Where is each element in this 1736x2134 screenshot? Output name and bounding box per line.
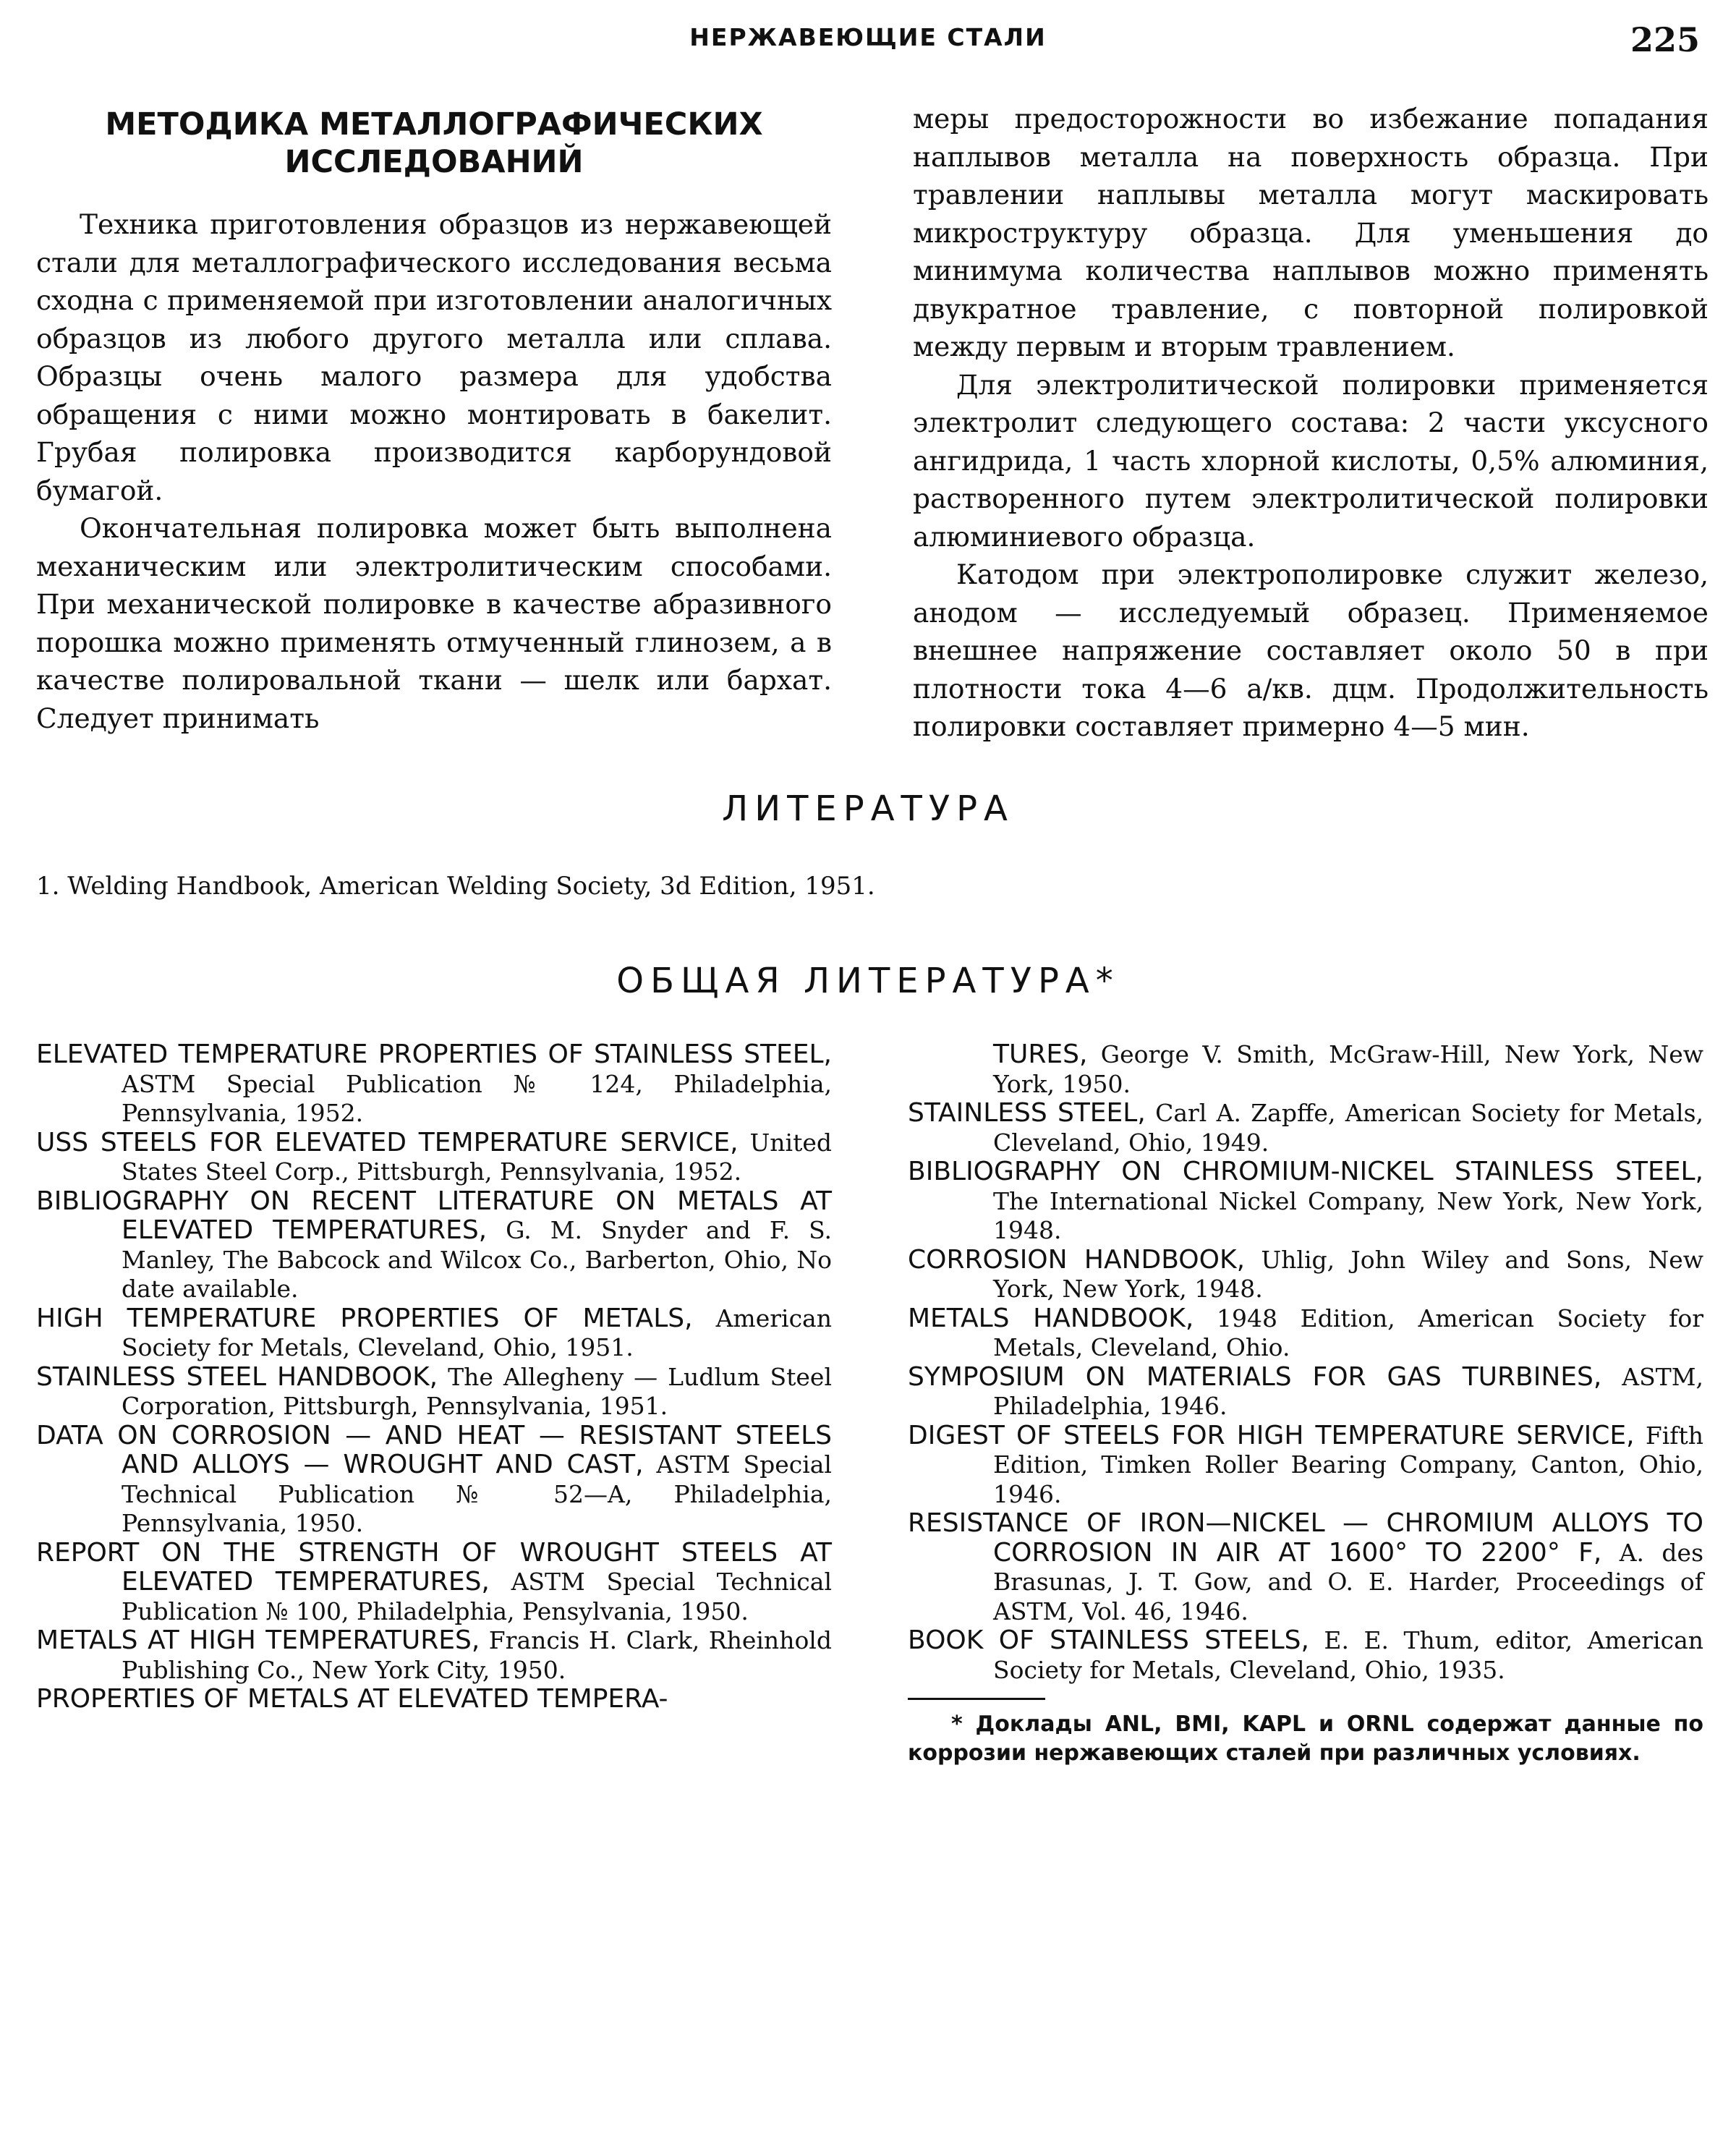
entry-details: E. E. Thum, editor, American Society for Metals, Cleveland, Ohio, 1935. [993,1626,1703,1684]
general-literature-heading: ОБЩАЯ ЛИТЕРАТУРА* [616,961,1120,1001]
entry-title: METALS HANDBOOK, [908,1303,1194,1333]
entry-title: BOOK OF STAINLESS STEELS, [908,1625,1309,1655]
entry-title: STAINLESS STEEL HANDBOOK, [36,1361,438,1392]
bibliography-entry [908,1157,1703,1246]
bibliography-entry [908,1363,1703,1421]
entry-title: METALS AT HIGH TEMPERATURES, [36,1625,480,1655]
entry-details: American Society for Metals, Cleveland, Ohio, 1951. [122,1304,832,1361]
entry-title: USS STEELS FOR ELEVATED TEMPERATURE SERVICE, [36,1127,739,1157]
bibliography-entry [36,1421,832,1539]
running-title: НЕРЖАВЕЮЩИЕ СТАЛИ [689,23,1047,51]
entry-title: PROPERTIES OF METALS AT ELEVATED TEMPERA- [36,1684,668,1714]
bibliography-entry [908,1421,1703,1510]
bibliography-entry [36,1626,832,1685]
entry-title: ELEVATED TEMPERATURE PROPERTIES OF STAINLESS STEEL, [36,1040,832,1069]
bibliography-entry [36,1128,832,1187]
section-title-line: ИССЛЕДОВАНИЙ [284,144,584,180]
reference-item: 1. Welding Handbook, American Welding Society, 3d Edition, 1951. [36,872,875,901]
bibliography-entry [908,1099,1703,1157]
entry-title: SYMPOSIUM ON MATERIALS FOR GAS TURBINES, [908,1361,1602,1392]
right-text-column [913,100,1709,746]
entry-title: REPORT ON THE STRENGTH OF WROUGHT STEELS AT ELEVATED TEMPERATURES, [36,1537,832,1597]
entry-details: ASTM Special Publication № 124, Philadelphia, Pennsylvania, 1952. [122,1069,832,1127]
entry-details: ASTM Special Technical Publication № 100, Philadelphia, Pensylvania, 1950. [122,1568,833,1625]
bibliography-entry [908,1509,1703,1626]
entry-details: 1948 Edition, American Society for Metals, Cleveland, Ohio. [993,1304,1703,1361]
bibliography-entry [36,1040,832,1128]
page-number: 225 [1630,20,1700,59]
entry-details: Fifth Edition, Timken Roller Bearing Company, Canton, Ohio, 1946. [993,1421,1703,1508]
entry-title: BIBLIOGRAPHY ON CHROMIUM-NICKEL STAINLESS STEEL, [908,1157,1703,1186]
left-text-column [36,101,832,737]
bibliography-right-column [908,1040,1703,1768]
footnote-divider [908,1698,1045,1700]
paragraph: Окончательная полировка может быть выполнена механическим или электролитическим способами. При механической полировке в качестве абразивного порошка можно применять отмученный глинозем, а в качестве полировальной ткани — шелк или бархат. Следует принимать [36,512,832,734]
bibliography-entry [36,1187,832,1304]
entry-title: RESISTANCE OF IRON—NICKEL — CHROMIUM ALLOYS TO CORROSION IN AIR AT 1600° TO 2200° F, [908,1508,1703,1568]
paragraph: Для электролитической полировки применяется электролит следующего состава: 2 части уксусного ангидрида, 1 часть хлорной кислоты, 0,5% алюминия, растворенного путем электролитической полировки алюминиевого образца. [913,368,1709,553]
bibliography-entry [36,1304,832,1363]
paragraph: Техника приготовления образцов из нержавеющей стали для металлографического исследования весьма сходна с применяемой при изготовлении аналогичных образцов из любого другого металла или сплава. Образцы очень малого размера для удобства обращения с ними можно монтировать в бакелит. Грубая полировка производится карборундовой бумагой. [36,208,832,506]
entry-details: Uhlig, John Wiley and Sons, New York, New York, 1948. [993,1245,1703,1303]
entry-details: Francis H. Clark, Rheinhold Publishing Co., New York City, 1950. [122,1626,832,1684]
bibliography-entry [36,1539,832,1627]
entry-title: DATA ON CORROSION — AND HEAT — RESISTANT STEELS AND ALLOYS — WROUGHT AND CAST, [36,1420,832,1479]
entry-title: BIBLIOGRAPHY ON RECENT LITERATURE ON METALS AT ELEVATED TEMPERATURES, [36,1186,832,1245]
literature-heading: ЛИТЕРАТУРА [722,788,1014,829]
entry-details: G. M. Snyder and F. S. Manley, The Babcock and Wilcox Co., Barberton, Ohio, No date available. [122,1216,833,1303]
section-title-line: МЕТОДИКА МЕТАЛЛОГРАФИЧЕСКИХ [105,106,763,143]
bibliography-entry [908,1304,1703,1363]
entry-details: The Allegheny — Ludlum Steel Corporation, Pittsburgh, Pennsylvania, 1951. [122,1362,833,1420]
entry-details: ASTM, Philadelphia, 1946. [993,1362,1703,1420]
bibliography-entry [36,1363,832,1421]
entry-details: United States Steel Corp., Pittsburgh, Pennsylvania, 1952. [122,1128,832,1186]
entry-details: George V. Smith, McGraw-Hill, New York, New York, 1950. [993,1040,1703,1098]
bibliography-left-column [36,1040,832,1714]
entry-title: TURES, [993,1040,1088,1069]
entry-title: HIGH TEMPERATURE PROPERTIES OF METALS, [36,1303,693,1333]
entry-title: CORROSION HANDBOOK, [908,1244,1246,1275]
bibliography-entry-continuation [908,1040,1703,1099]
entry-details: ASTM Special Technical Publication № 52—A, Philadelphia, Pennsylvania, 1950. [122,1450,832,1537]
entry-details: Carl A. Zapffe, American Society for Metals, Cleveland, Ohio, 1949. [993,1099,1703,1157]
bibliography-entry [908,1246,1703,1304]
entry-title: DIGEST OF STEELS FOR HIGH TEMPERATURE SERVICE, [908,1420,1635,1450]
bibliography-entry [908,1626,1703,1685]
paragraph: меры предосторожности во избежание попадания наплывов металла на поверхность образца. При травлении наплывы металла могут маскировать микроструктуру образца. Для уменьшения до минимума количества наплывов можно применять двукратное травление, с повторной полировкой между первым и вторым травлением. [913,103,1709,362]
paragraph: Катодом при электрополировке служит железо, анодом — исследуемый образец. Применяемое внешнее напряжение составляет около 50 в при плотности тока 4—6 а/кв. дцм. Продолжительность полировки составляет примерно 4—5 мин. [913,558,1709,742]
footnote: * Доклады ANL, BMI, KAPL и ORNL содержат данные по коррозии нержавеющих сталей при различных условиях. [908,1712,1703,1766]
entry-details: A. des Brasunas, J. T. Gow, and O. E. Harder, Proceedings of ASTM, Vol. 46, 1946. [993,1538,1704,1625]
entry-details: The International Nickel Company, New York, New York, 1948. [993,1186,1703,1244]
section-title [36,106,832,181]
bibliography-entry [36,1685,832,1714]
entry-title: STAINLESS STEEL, [908,1098,1146,1128]
